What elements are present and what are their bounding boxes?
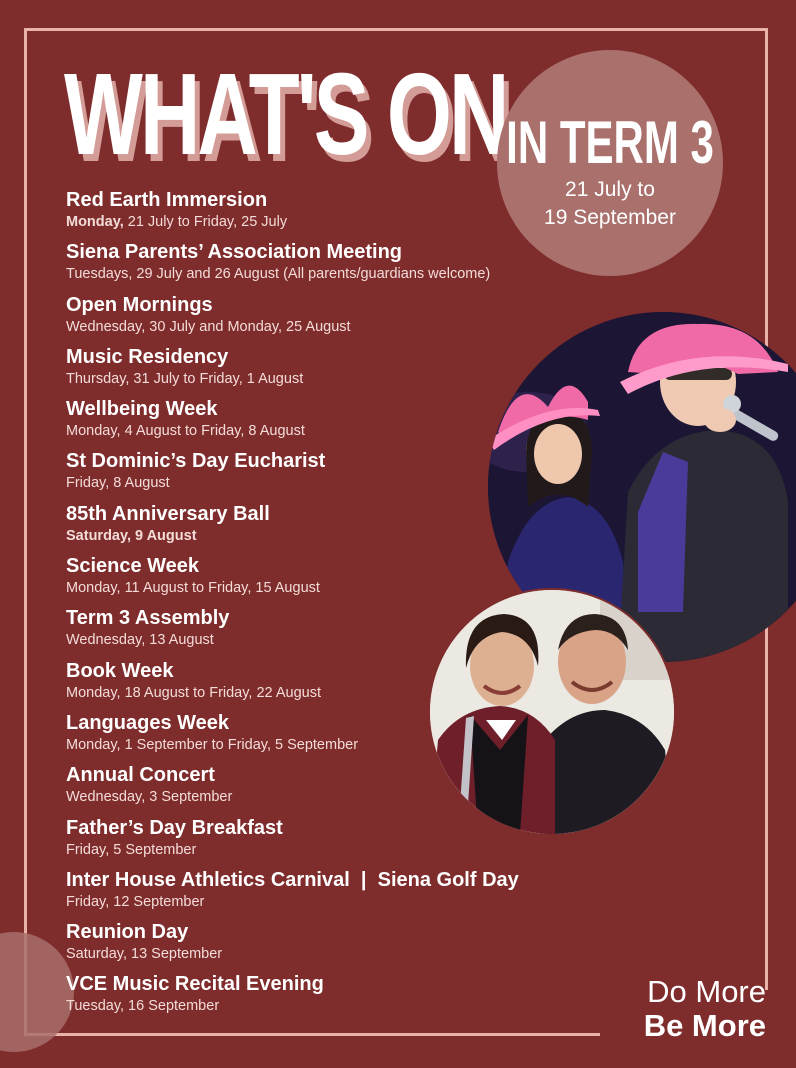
event-title: Book Week	[66, 659, 174, 682]
event-date: Saturday, 9 August	[66, 527, 197, 544]
event-date: Friday, 5 September	[66, 841, 197, 858]
event-title: Reunion Day	[66, 921, 189, 944]
student-family-photo	[428, 588, 676, 836]
event-date: Saturday, 13 September	[66, 946, 223, 963]
event-date: Monday, 21 July to Friday, 25 July	[66, 214, 288, 230]
event-title: Open Mornings	[66, 293, 213, 316]
event-title: Wellbeing Week	[66, 398, 218, 421]
event-title: Annual Concert	[66, 764, 215, 787]
term-dates-line1: 21 July to	[565, 178, 655, 201]
event-title: St Dominic’s Day Eucharist	[66, 450, 326, 473]
list-item	[66, 292, 606, 344]
event-title: Term 3 Assembly	[66, 607, 230, 630]
list-item	[66, 971, 606, 1023]
list-item	[66, 187, 606, 239]
event-date: Monday, 1 September to Friday, 5 September	[66, 736, 359, 753]
term-dates-line2: 19 September	[544, 206, 676, 229]
event-title: Music Residency	[66, 345, 229, 368]
event-date: Monday, 11 August to Friday, 15 August	[66, 580, 320, 597]
event-date: Tuesday, 16 September	[66, 998, 220, 1015]
term-title: IN TERM 3	[506, 109, 714, 176]
event-date: Friday, 8 August	[66, 475, 170, 492]
event-date: Friday, 12 September	[66, 893, 205, 910]
event-date: Thursday, 31 July to Friday, 1 August	[66, 370, 304, 387]
tagline-line2: Be More	[643, 1008, 766, 1043]
event-title: Science Week	[66, 555, 200, 578]
list-item	[66, 919, 606, 971]
tagline-line1: Do More	[647, 974, 766, 1009]
event-date: Wednesday, 13 August	[66, 632, 214, 649]
event-title: Red Earth Immersion	[66, 189, 268, 211]
event-title: Siena Parents’ Association Meeting	[66, 241, 403, 264]
event-title: VCE Music Recital Evening	[66, 973, 324, 996]
event-title: Languages Week	[66, 711, 230, 734]
list-item	[66, 239, 606, 291]
event-title: 85th Anniversary Ball	[66, 502, 270, 525]
tagline	[644, 975, 766, 1043]
event-title: Father’s Day Breakfast	[66, 816, 283, 839]
student-family-illustration	[430, 590, 674, 834]
event-date: Tuesdays, 29 July and 26 August (All parents/guardians welcome)	[66, 266, 491, 283]
event-date: Wednesday, 3 September	[66, 789, 233, 806]
event-title: Inter House Athletics Carnival | Siena Golf Day	[66, 868, 519, 891]
event-date: Wednesday, 30 July and Monday, 25 August	[66, 318, 351, 335]
event-date: Monday, 4 August to Friday, 8 August	[66, 423, 305, 440]
list-item	[66, 867, 606, 919]
page-title: WHAT'S ON	[64, 49, 507, 179]
event-date: Monday, 18 August to Friday, 22 August	[66, 684, 321, 701]
